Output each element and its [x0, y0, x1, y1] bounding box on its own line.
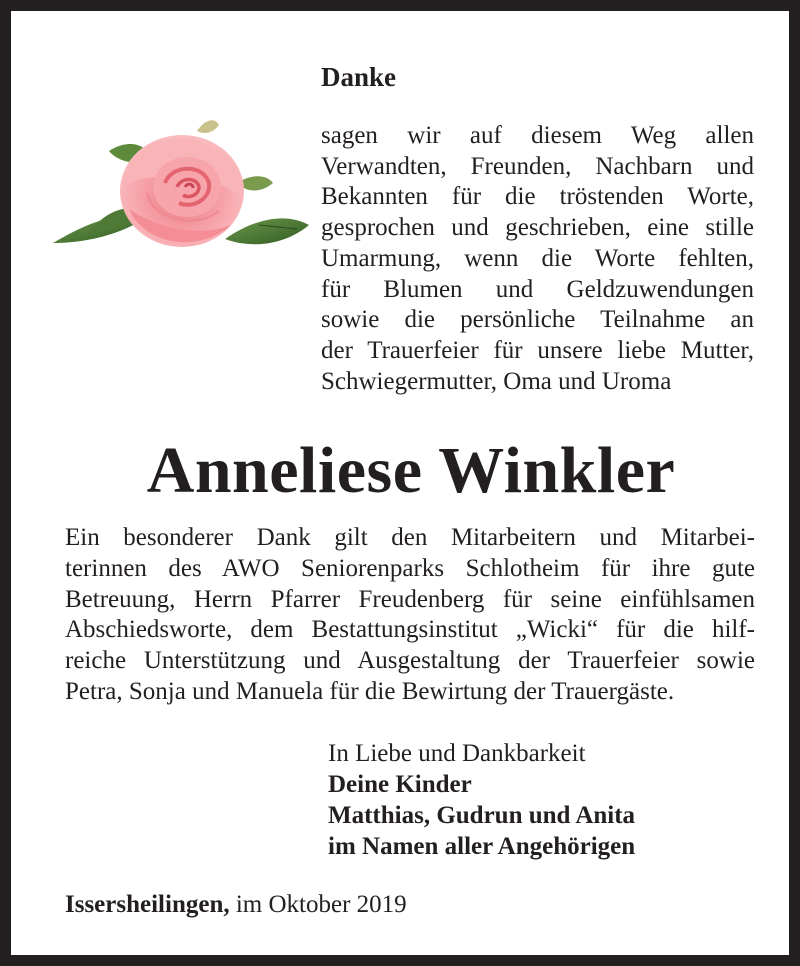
intro-text: [321, 121, 754, 397]
heading-danke: Danke: [321, 62, 397, 92]
thanks-line: Petra, Sonja und Manuela für die Bewirtung der Trauergäste.: [65, 677, 675, 705]
thanks-line: reiche Unterstützung und Ausgestaltung der Trauerfeier sowie: [65, 647, 755, 675]
rose-icon: [47, 113, 313, 263]
thanks-line: Ein besonderer Dank gilt den Mitarbeitern und Mitarbei-: [65, 524, 755, 551]
intro-line: Verwandten, Freunden, Nachbarn und: [321, 152, 754, 180]
signature-line-children: Deine Kinder: [328, 771, 472, 798]
deceased-name: Anneliese Winkler: [146, 434, 676, 507]
signature-closing: In Liebe und Dankbarkeit: [328, 740, 586, 767]
intro-line: Bekannten für die tröstenden Worte,: [321, 183, 754, 211]
intro-line: der Trauerfeier für unsere liebe Mutter,: [321, 336, 754, 364]
intro-line: Schwiegermutter, Oma und Uroma: [321, 367, 672, 395]
intro-line: sowie die persönliche Teilnahme an: [321, 306, 754, 334]
intro-line: Umarmung, wenn die Worte fehlten,: [321, 244, 754, 272]
intro-line: für Blumen und Geldzuwendungen: [321, 275, 754, 303]
thanks-text: [65, 523, 755, 708]
thanks-line: Betreuung, Herrn Pfarrer Freudenberg für seine einfühlsamen: [65, 585, 755, 613]
signature-line-relatives: im Namen aller Angehörigen: [328, 833, 636, 860]
date-text: im Oktober 2019: [235, 891, 407, 918]
intro-line: gesprochen und geschrieben, eine stille: [321, 214, 754, 242]
thanks-line: terinnen des AWO Seniorenparks Schlotheim für ihre gute: [65, 554, 755, 582]
signature-line-names: Matthias, Gudrun und Anita: [328, 802, 636, 829]
place-name: Issersheilingen,: [65, 891, 230, 918]
intro-line: sagen wir auf diesem Weg allen: [321, 122, 754, 149]
thanks-line: Abschiedsworte, dem Bestattungsinstitut „Wicki“ für die hilf-: [65, 616, 755, 644]
place-date-line: [65, 889, 407, 921]
signature-block: [328, 738, 635, 862]
